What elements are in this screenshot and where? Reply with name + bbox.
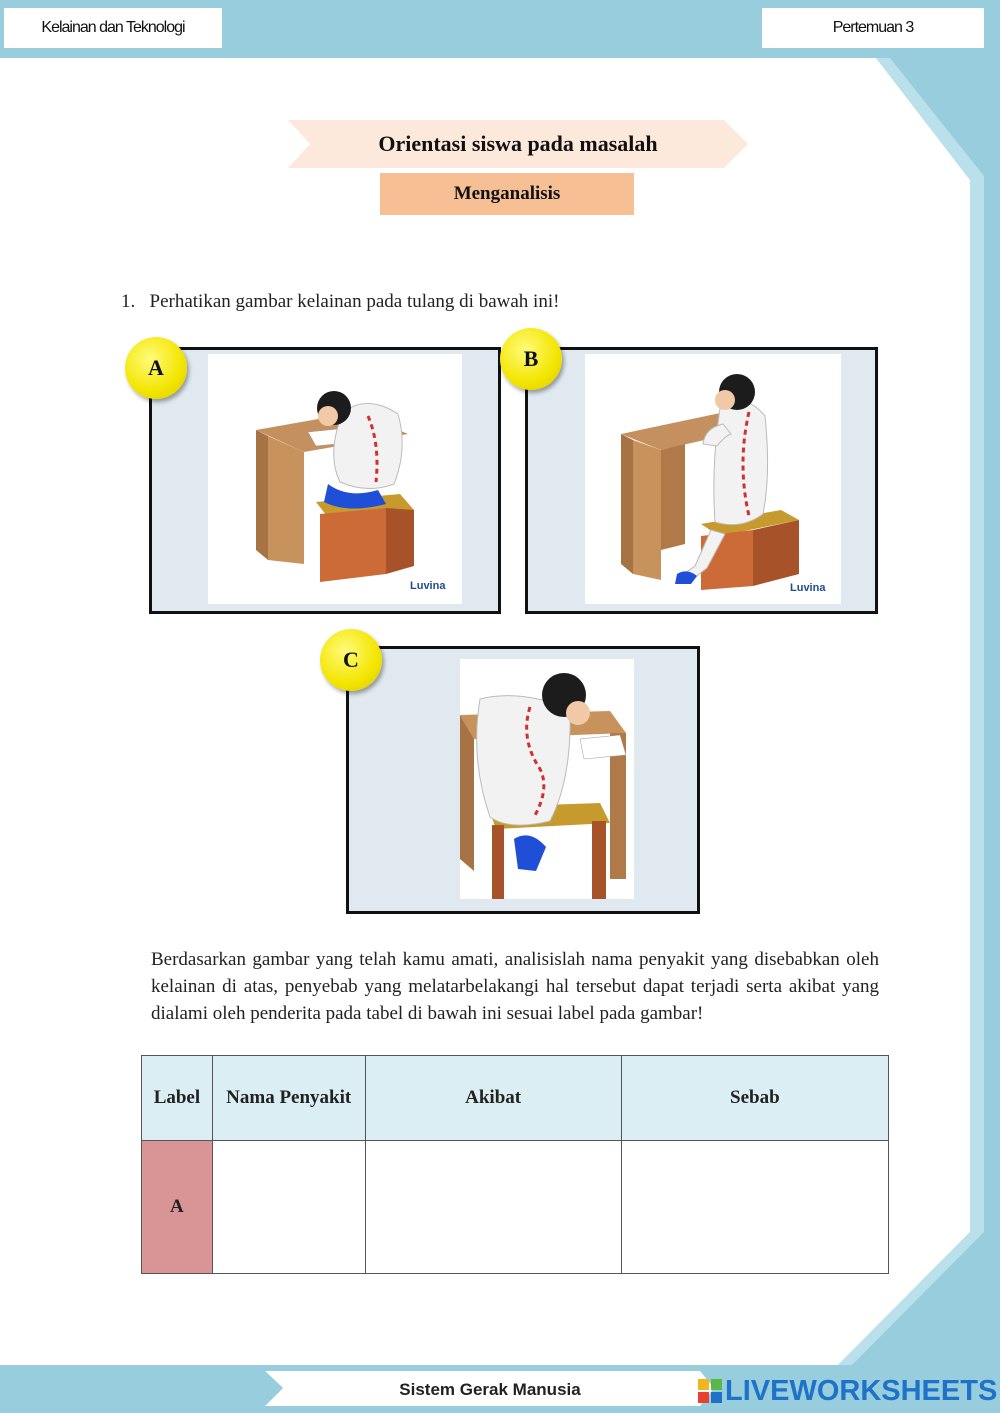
footer-title: Sistem Gerak Manusia bbox=[399, 1380, 581, 1399]
header-subject: Kelainan dan Teknologi bbox=[41, 19, 185, 36]
image-b-frame bbox=[525, 347, 878, 614]
image-a-illustration bbox=[208, 354, 462, 604]
image-c-frame bbox=[346, 646, 700, 914]
liveworksheets-icon bbox=[698, 1379, 722, 1403]
image-a-badge: A bbox=[125, 337, 187, 399]
header-right-box bbox=[762, 8, 984, 48]
answer-nama-penyakit-cell[interactable] bbox=[212, 1141, 365, 1274]
liveworksheets-text: LIVEWORKSHEETS bbox=[725, 1374, 998, 1407]
table-header-row bbox=[142, 1056, 889, 1141]
image-b-badge: B bbox=[500, 328, 562, 390]
image-a-frame bbox=[149, 347, 501, 614]
instruction-paragraph: Berdasarkan gambar yang telah kamu amati, analisislah nama penyakit yang disebabkan oleh kelainan di atas, penyebab yang melatarbelakangi hal tersebut dapat terjadi serta akibat yang dialami oleh penderita pada tabel di bawah ini sesuai label pada gambar! bbox=[151, 949, 879, 1024]
image-b-illustration bbox=[585, 354, 841, 604]
header-label: Label bbox=[142, 1056, 213, 1141]
page-subtitle: Menganalisis bbox=[380, 173, 634, 215]
answer-table bbox=[141, 1055, 889, 1274]
header-akibat: Akibat bbox=[365, 1056, 621, 1141]
table-row bbox=[142, 1141, 889, 1274]
header-meeting: Pertemuan 3 bbox=[832, 19, 914, 36]
question-text: 1. Perhatikan gambar kelainan pada tulang di bawah ini! bbox=[121, 291, 560, 312]
image-c-badge: C bbox=[320, 629, 382, 691]
answer-sebab-cell[interactable] bbox=[621, 1141, 888, 1274]
image-a-watermark: Luvina bbox=[410, 580, 446, 592]
image-b-watermark: Luvina bbox=[790, 582, 826, 594]
header-left-box bbox=[4, 8, 222, 48]
row-label-cell: A bbox=[142, 1141, 213, 1274]
page-title: Orientasi siswa pada masalah bbox=[378, 131, 658, 156]
image-c-illustration bbox=[460, 659, 634, 899]
liveworksheets-logo bbox=[698, 1374, 997, 1408]
header-sebab: Sebab bbox=[621, 1056, 888, 1141]
answer-akibat-cell[interactable] bbox=[365, 1141, 621, 1274]
header-nama-penyakit: Nama Penyakit bbox=[212, 1056, 365, 1141]
